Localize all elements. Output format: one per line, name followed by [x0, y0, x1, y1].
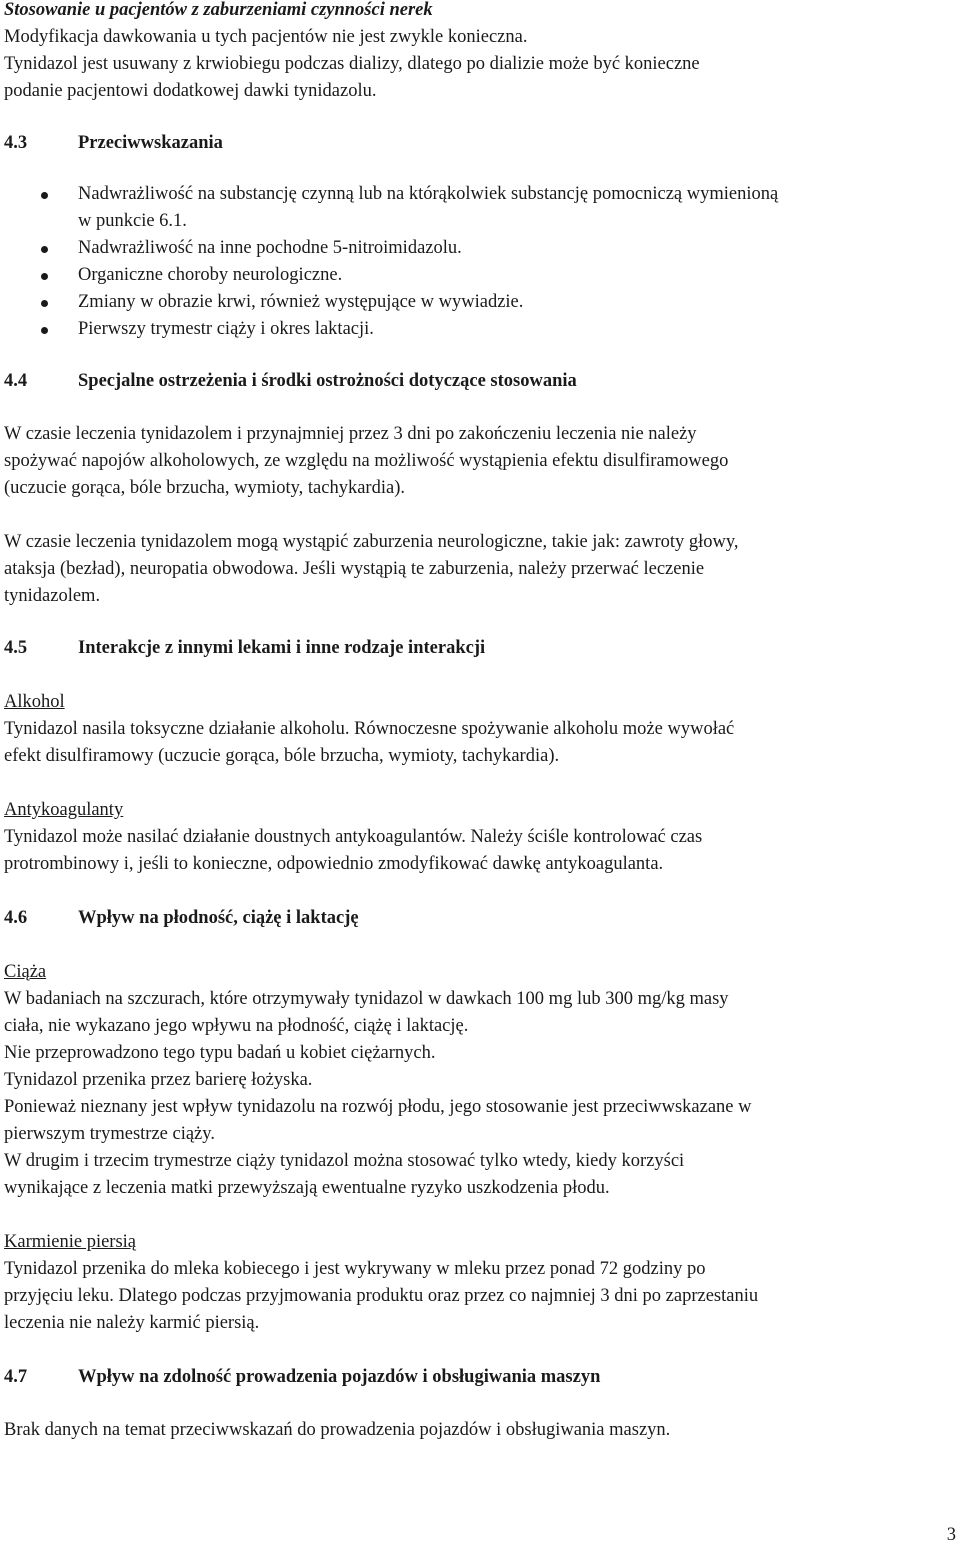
section-title: Specjalne ostrzeżenia i środki ostrożności dotyczące stosowania [78, 371, 577, 391]
paragraph-line: przyjęciu leku. Dlatego podczas przyjmowania produktu oraz przez co najmniej 3 dni po zaprzestaniu [4, 1286, 759, 1306]
paragraph-line: tynidazolem. [4, 586, 101, 606]
bullet-icon [41, 192, 48, 199]
paragraph-line: W badaniach na szczurach, które otrzymywały tynidazol w dawkach 100 mg lub 300 mg/kg masy [4, 989, 729, 1009]
paragraph-line: Tynidazol przenika do mleka kobiecego i jest wykrywany w mleku przez ponad 72 godziny po [4, 1259, 706, 1279]
subsection-heading: Ciąża [4, 962, 47, 982]
paragraph-line: W czasie leczenia tynidazolem i przynajmniej przez 3 dni po zakończeniu leczenia nie należy [4, 424, 697, 444]
section-number: 4.4 [4, 371, 28, 391]
subsection-breastfeeding [4, 1229, 956, 1337]
section-heading [4, 635, 956, 662]
subsection-pregnancy [4, 959, 956, 1202]
paragraph-line: protrombinowy i, jeśli to konieczne, odpowiednio zmodyfikować dawkę antykoagulanta. [4, 854, 664, 874]
paragraph-line: Tynidazol przenika przez barierę łożyska. [4, 1070, 313, 1090]
paragraph [4, 529, 956, 610]
subsection-heading: Karmienie piersią [4, 1232, 137, 1252]
subsection-alcohol [4, 689, 956, 770]
list-item [4, 262, 956, 289]
section-4-4 [4, 368, 956, 610]
paragraph-line: W drugim i trzecim trymestrze ciąży tynidazol można stosować tylko wtedy, kiedy korzyści [4, 1151, 685, 1171]
section-renal [4, 0, 956, 105]
section-4-7 [4, 1364, 956, 1444]
subsection-heading: Alkohol [4, 692, 65, 712]
list-item-text: Nadwrażliwość na inne pochodne 5-nitroimidazolu. [78, 238, 462, 258]
paragraph-line: Ponieważ nieznany jest wpływ tynidazolu na rozwój płodu, jego stosowanie jest przeciwwskazane w [4, 1097, 752, 1117]
bullet-icon [41, 327, 48, 334]
bullet-icon [41, 300, 48, 307]
paragraph-line: Nie przeprowadzono tego typu badań u kobiet ciężarnych. [4, 1043, 436, 1063]
list-item-text: Organiczne choroby neurologiczne. [78, 265, 343, 285]
paragraph-line: Tynidazol nasila toksyczne działanie alkoholu. Równoczesne spożywanie alkoholu może wywołać [4, 719, 735, 739]
paragraph-line: podanie pacjentowi dodatkowej dawki tynidazolu. [4, 81, 377, 101]
list-item-text: Zmiany w obrazie krwi, również występujące w wywiadzie. [78, 292, 524, 312]
list-item-text: Pierwszy trymestr ciąży i okres laktacji. [78, 319, 374, 339]
paragraph-line: leczenia nie należy karmić piersią. [4, 1313, 260, 1333]
section-number: 4.3 [4, 133, 28, 153]
paragraph-line: Brak danych na temat przeciwwskazań do prowadzenia pojazdów i obsługiwania maszyn. [4, 1420, 671, 1440]
list-item-text: Nadwrażliwość na substancję czynną lub na którąkolwiek substancję pomocniczą wymienioną [78, 184, 779, 204]
paragraph-line: wynikające z leczenia matki przewyższają ewentualne ryzyko uszkodzenia płodu. [4, 1178, 610, 1198]
section-title: Przeciwwskazania [78, 133, 223, 153]
section-4-6 [4, 905, 956, 1337]
paragraph-line: ataksja (bezład), neuropatia obwodowa. Jeśli wystąpią te zaburzenia, należy przerwać leczenie [4, 559, 705, 579]
section-title: Wpływ na płodność, ciążę i laktację [78, 908, 359, 928]
paragraph-line: ciała, nie wykazano jego wpływu na płodność, ciążę i laktację. [4, 1016, 469, 1036]
section-number: 4.7 [4, 1367, 28, 1387]
section-heading [4, 1364, 956, 1391]
subsection-heading: Antykoagulanty [4, 800, 124, 820]
paragraph [4, 421, 956, 502]
contraindications-list [4, 181, 956, 343]
paragraph-line: pierwszym trymestrze ciąży. [4, 1124, 215, 1144]
list-item [4, 181, 956, 235]
paragraph-line: W czasie leczenia tynidazolem mogą wystąpić zaburzenia neurologiczne, takie jak: zawroty głowy, [4, 532, 739, 552]
list-item [4, 235, 956, 262]
list-item [4, 289, 956, 316]
section-renal-title: Stosowanie u pacjentów z zaburzeniami czynności nerek [4, 0, 433, 20]
section-heading [4, 130, 956, 157]
section-4-3 [4, 130, 956, 343]
bullet-icon [41, 273, 48, 280]
paragraph-line: Tynidazol może nasilać działanie doustnych antykoagulantów. Należy ściśle kontrolować czas [4, 827, 703, 847]
section-heading [4, 368, 956, 395]
section-number: 4.5 [4, 638, 28, 658]
paragraph-line: Tynidazol jest usuwany z krwiobiegu podczas dializy, dlatego po dializie może być konieczne [4, 54, 700, 74]
page-number: 3 [946, 1525, 956, 1545]
list-item-text: w punkcie 6.1. [78, 211, 187, 231]
paragraph-line: efekt disulfiramowy (uczucie gorąca, bóle brzucha, wymioty, tachykardia). [4, 746, 560, 766]
bullet-icon [41, 246, 48, 253]
section-4-5 [4, 635, 956, 878]
subsection-anticoagulants [4, 797, 956, 878]
section-title: Interakcje z innymi lekami i inne rodzaje interakcji [78, 638, 486, 658]
document-page [4, 0, 956, 1444]
section-title: Wpływ na zdolność prowadzenia pojazdów i obsługiwania maszyn [78, 1367, 601, 1387]
section-number: 4.6 [4, 908, 28, 928]
paragraph-line: spożywać napojów alkoholowych, ze względu na możliwość wystąpienia efektu disulfiramowego [4, 451, 729, 471]
list-item [4, 316, 956, 343]
paragraph-line: (uczucie gorąca, bóle brzucha, wymioty, tachykardia). [4, 478, 405, 498]
section-heading [4, 905, 956, 932]
paragraph-line: Modyfikacja dawkowania u tych pacjentów nie jest zwykle konieczna. [4, 27, 528, 47]
